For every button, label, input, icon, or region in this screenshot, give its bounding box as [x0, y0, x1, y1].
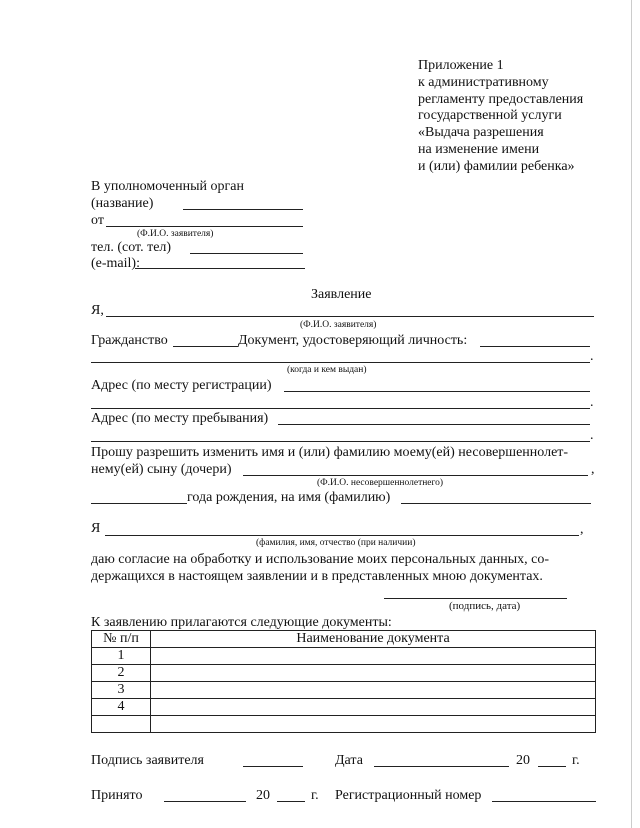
birth-year-field[interactable]: [91, 503, 187, 504]
consent-text-line2: держащихся в настоящем заявлении и в представленных мною документах.: [91, 569, 543, 584]
new-name-field[interactable]: [401, 503, 591, 504]
id-document-field[interactable]: [480, 346, 590, 347]
applicant-fullname-field[interactable]: [106, 316, 594, 317]
annex-line: и (или) фамилии ребенка»: [418, 158, 575, 174]
dot: .: [590, 349, 594, 364]
row-document-cell[interactable]: [151, 699, 596, 716]
annex-line: на изменение имени: [418, 141, 540, 157]
phone-field[interactable]: [190, 253, 303, 254]
accepted-year-field[interactable]: [277, 801, 305, 802]
annex-line: государственной услуги: [418, 108, 562, 124]
accepted-date-field[interactable]: [164, 801, 246, 802]
applicant-fio-hint: (Ф.И.О. заявителя): [137, 229, 214, 239]
year-prefix: 20: [516, 753, 530, 768]
email-field[interactable]: [135, 268, 305, 269]
table-header-document: Наименование документа: [151, 631, 596, 648]
table-row: [92, 682, 596, 699]
consent-text-line1: даю согласие на обработку и использование моих персональных данных, со-: [91, 552, 550, 567]
issued-hint: (когда и кем выдан): [287, 365, 367, 375]
annex-line: «Выдача разрешения: [418, 125, 544, 141]
dot: .: [590, 395, 594, 410]
row-document-cell[interactable]: [151, 716, 596, 733]
minor-fio-hint: (Ф.И.О. несовершеннолетнего): [317, 478, 444, 488]
to-authority-label: В уполномоченный орган: [91, 179, 244, 194]
year-field[interactable]: [538, 766, 566, 767]
attachments-label: К заявлению прилагаются следующие документы:: [91, 615, 392, 630]
dot: .: [590, 428, 594, 443]
table-header-number: № п/п: [92, 631, 151, 648]
comma: ,: [591, 462, 595, 477]
address-registration-field-2[interactable]: [91, 408, 590, 409]
signature-date-field[interactable]: [384, 598, 567, 599]
registration-number-label: Регистрационный номер: [335, 788, 482, 803]
accepted-year-prefix: 20: [256, 788, 270, 803]
request-text-line2: нему(ей) сыну (дочери): [91, 462, 232, 477]
citizenship-label: Гражданство: [91, 333, 168, 348]
i2-label: Я: [91, 521, 101, 536]
applicant-name-field[interactable]: [106, 226, 303, 227]
table-row: [92, 648, 596, 665]
table-row: [92, 716, 596, 733]
address-registration-label: Адрес (по месту регистрации): [91, 378, 272, 393]
date-label: Дата: [335, 753, 363, 768]
consent-fullname-field[interactable]: [105, 535, 579, 536]
applicant-fio-hint-2: (Ф.И.О. заявителя): [300, 320, 377, 330]
accepted-year-suffix: г.: [311, 788, 319, 803]
attachments-table: [91, 630, 596, 733]
row-document-cell[interactable]: [151, 665, 596, 682]
row-document-cell[interactable]: [151, 648, 596, 665]
table-row: [92, 665, 596, 682]
address-registration-field[interactable]: [284, 391, 590, 392]
address-stay-label: Адрес (по месту пребывания): [91, 411, 269, 426]
registration-number-field[interactable]: [492, 801, 596, 802]
table-row: [92, 699, 596, 716]
authority-name-field[interactable]: [183, 209, 303, 210]
document-title: Заявление: [311, 287, 372, 302]
annex-line: Приложение 1: [418, 58, 504, 73]
row-number: 2: [92, 665, 151, 682]
applicant-signature-field[interactable]: [243, 766, 303, 767]
year-suffix: г.: [572, 753, 580, 768]
id-document-label: Документ, удостоверяющий личность:: [238, 333, 468, 348]
signature-hint: (подпись, дата): [449, 600, 521, 612]
comma: ,: [580, 522, 584, 537]
row-number: [92, 716, 151, 733]
fullname-hint: (фамилия, имя, отчество (при наличии): [256, 538, 416, 548]
request-text-line1: Прошу разрешить изменить имя и (или) фамилию моему(ей) несовершеннолет-: [91, 445, 569, 460]
page-edge: [631, 0, 632, 828]
citizenship-field[interactable]: [173, 346, 238, 347]
date-field[interactable]: [374, 766, 509, 767]
row-document-cell[interactable]: [151, 682, 596, 699]
address-stay-field-2[interactable]: [91, 441, 590, 442]
accepted-label: Принято: [91, 788, 143, 803]
annex-block: [418, 58, 618, 176]
email-label: (e-mail):: [91, 256, 140, 271]
annex-line: к административному: [418, 74, 549, 90]
table-header-row: [92, 631, 596, 648]
from-label: от: [91, 213, 104, 228]
authority-name-label: (название): [91, 196, 154, 211]
id-document-field-2[interactable]: [91, 362, 590, 363]
birth-year-label: года рождения, на имя (фамилию): [187, 490, 391, 505]
i-label: Я,: [91, 303, 104, 318]
row-number: 3: [92, 682, 151, 699]
applicant-signature-label: Подпись заявителя: [91, 753, 204, 768]
row-number: 1: [92, 648, 151, 665]
address-stay-field[interactable]: [278, 424, 590, 425]
minor-name-field[interactable]: [243, 475, 588, 476]
phone-label: тел. (сот. тел): [91, 240, 172, 255]
row-number: 4: [92, 699, 151, 716]
annex-line: регламенту предоставления: [418, 91, 584, 107]
